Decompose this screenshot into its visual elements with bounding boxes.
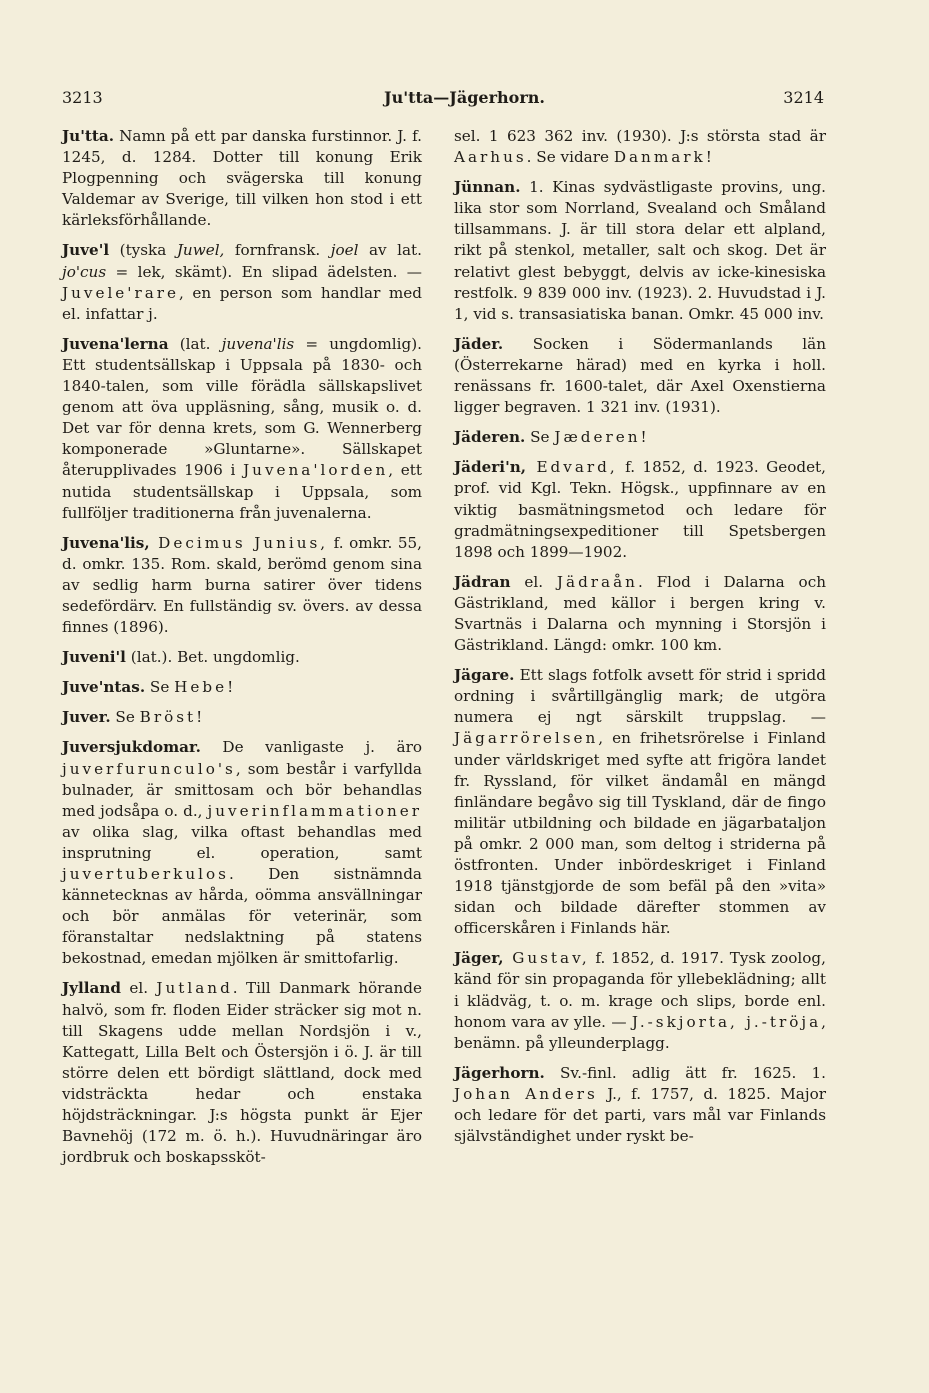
page-number-right: 3214 bbox=[783, 88, 824, 107]
entry-juventas: Juve'ntas. Se Hebe! bbox=[62, 678, 234, 697]
entry-junnan: Jünnan. 1. Kinas sydvästligaste provins, ung. lika stor som Norrland, Svealand och Småland tillsammans. J. är till stora delar ett alpland, rikt på stenkol, metaller, salt och skog. Det är relativt glest bebyggt, delvis av icke-kinesiska restfolk. 9 839 000 inv. (1923). 2. Huvudstad i J. 1, vid s. transasiatiska banan. Omkr. 45 000 inv. bbox=[454, 178, 826, 323]
entry-juversjukdomar: Juversjukdomar. De vanligaste j. äro juverfurunculo's, som består i varfyllda bulnader, är smittosam och bör behandlas med jodsåpa o. d., juverinflammationer av olika slag, vilka oftast behandlas med insprutning el. operation, samt juvertuberkulos. Den sistnämnda kännetecknas av hårda, oömma ansvällningar och bör anmälas för veterinär, som föranstaltar nedslaktning på statens bekostnad, emedan mjölken är smittofarlig. bbox=[62, 738, 422, 968]
headword: Juver. bbox=[62, 708, 111, 727]
left-column bbox=[62, 126, 422, 1177]
headword: Jünnan. bbox=[454, 178, 521, 197]
entry-jylland: Jylland el. Jutland. Till Danmark hörande halvö, som fr. floden Eider sträcker sig mot n. till Skagens udde mellan Nordsjön i v., Kattegatt, Lilla Belt och Östersjön i ö. J. är till större delen ett bördigt slättland, dock med vidsträckta hedar och enstaka höjdsträckningar. J:s högsta punkt är Ejer Bavnehöj (172 m. ö. h.). Huvudnäringar äro jordbruk och boskapssköt- bbox=[62, 979, 422, 1167]
running-title: Ju'tta—Jägerhorn. bbox=[384, 88, 545, 107]
entry-jylland-continued: sel. 1 623 362 inv. (1930). J:s största stad är Aarhus. Se vidare Danmark! bbox=[454, 127, 826, 167]
entry-jagerhorn: Jägerhorn. Sv.-finl. adlig ätt fr. 1625. 1. Johan Anders J., f. 1757, d. 1825. Major och ledare för det parti, vars mål var Finlands självständighet under ryskt be- bbox=[454, 1063, 826, 1146]
headword: Juvena'lerna bbox=[62, 334, 169, 353]
page-header bbox=[0, 88, 929, 114]
entry-jaderen: Jäderen. Se Jæderen! bbox=[454, 428, 647, 447]
entry-jader: Jäder. Socken i Södermanlands län (Österrekarne härad) med en kyrka i holl. renässans fr. 1600-talet, där Axel Oxenstierna ligger begraven. 1 321 inv. (1931). bbox=[454, 334, 826, 417]
headword: Jäderi'n, bbox=[454, 458, 527, 477]
headword: Jäger, bbox=[454, 949, 504, 968]
entry-juvenalis: Juvena'lis, Decimus Junius, f. omkr. 55, d. omkr. 135. Rom. skald, berömd genom sina av sedlig harm burna satirer över tidens sedefördärv. En fullständig sv. övers. av dessa finnes (1896). bbox=[62, 533, 422, 637]
entry-juvenalerna: Juvena'lerna (lat. juvena'lis = ungdomlig). Ett studentsällskap i Uppsala på 1830- och 1840-talen, som ville förädla sällskapslivet genom att öva uppläsning, sång, musik o. d. Det var för denna krets, som G. Wennerberg komponerade »Gluntarne». Sällskapet återupplivades 1906 i Juvena'lorden, ett nutida studentsällskap i Uppsala, som fullföljer traditionerna från juvenalerna. bbox=[62, 334, 422, 522]
headword: Juversjukdomar. bbox=[62, 738, 201, 757]
headword: Jäder. bbox=[454, 334, 504, 353]
headword: Jylland bbox=[62, 979, 122, 998]
headword: Jäderen. bbox=[454, 428, 526, 447]
headword: Ju'tta. bbox=[62, 127, 115, 145]
entry-jutta bbox=[62, 126, 422, 231]
headword: Jägerhorn. bbox=[454, 1063, 545, 1082]
entry-jager: Jäger, Gustav, f. 1852, d. 1917. Tysk zoolog, känd för sin propaganda för yllebeklädning; allt i klädväg, t. o. m. krage och slips, borde enl. honom vara av ylle. — J.-skjorta, j.-tröja, benämn. på ylleunderplagg. bbox=[454, 949, 826, 1052]
headword: Juve'l bbox=[62, 241, 110, 260]
headword: Juveni'l bbox=[62, 648, 126, 667]
entry-juver: Juver. Se Bröst! bbox=[62, 708, 203, 727]
headword: Jägare. bbox=[454, 666, 515, 685]
headword: Juve'ntas. bbox=[62, 678, 146, 697]
entry-jaderin: Jäderi'n, Edvard, f. 1852, d. 1923. Geodet, prof. vid Kgl. Tekn. Högsk., uppfinnare av en viktig basmätningsmetod och ledare för gradmätningsexpeditioner till Spetsbergen 1898 och 1899—1902. bbox=[454, 458, 826, 561]
right-column bbox=[454, 126, 826, 1156]
entry-jagare: Jägare. Ett slags fotfolk avsett för strid i spridd ordning i svårtillgänglig mark; de utgöra numera ej ngt särskilt truppslag. — Jägarrörelsen, en frihetsrörelse i Finland under världskriget med syfte att frigöra landet fr. Ryssland, för vilket ändamål en mängd finländare begåvo sig till Tyskland, där de fingo militär utbildning och bildade en jägarbataljon på omkr. 2 000 man, som deltog i striderna på östfronten. Under inbördeskriget i Finland 1918 tjänstgjorde de som befäl på den »vita» sidan och bildade därefter stommen av officerskåren i Finlands här. bbox=[454, 666, 826, 938]
headword: Jädran bbox=[454, 572, 511, 591]
entry-jadran: Jädran el. Jädraån. Flod i Dalarna och Gästrikland, med källor i bergen kring v. Svartnäs i Dalarna och mynning i Storsjön i Gästrikland. Längd: omkr. 100 km. bbox=[454, 572, 826, 655]
page-number-left: 3213 bbox=[62, 88, 103, 107]
headword: Juvena'lis, bbox=[62, 533, 150, 552]
entry-juvenil: Juveni'l (lat.). Bet. ungdomlig. bbox=[62, 648, 300, 667]
entry-juvel: Juve'l (tyska Juwel, fornfransk. joel av lat. jo'cus = lek, skämt). En slipad ädelsten. — Juvele'rare, en person som handlar med el. infattar j. bbox=[62, 241, 422, 323]
entry-text: Namn på ett par danska furstinnor. J. f. 1245, d. 1284. Dotter till konung Erik Plogpenning och svägerska till konung Valdemar av Sverige, till vilken hon stod i ett kärleksförhållande. bbox=[62, 127, 422, 230]
